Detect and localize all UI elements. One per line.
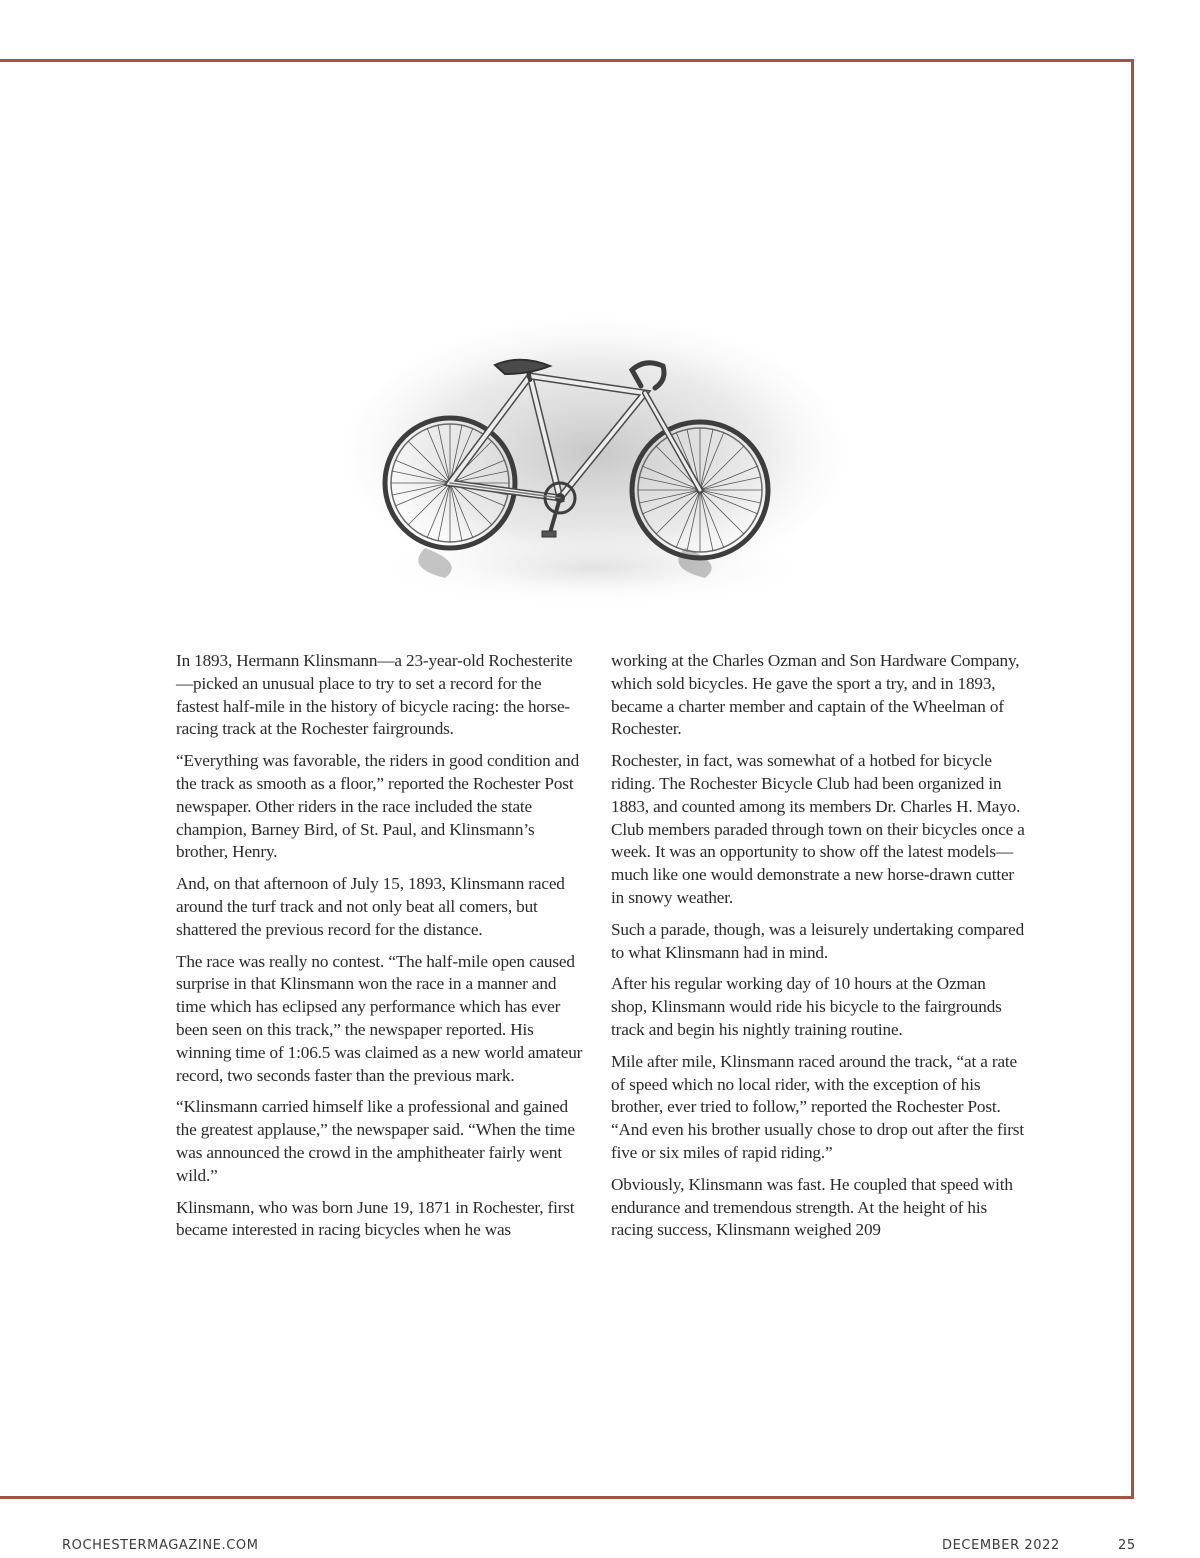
paragraph: In 1893, Hermann Klinsmann—a 23-year-old Rochesterite—picked an unusual place to try to set a record for the fastest half-mile in the history of bicycle racing: the horse-racing track at the Rochester fairgrounds.	[176, 651, 573, 739]
footer-website: ROCHESTERMAGAZINE.COM	[62, 1538, 259, 1553]
footer-page-number: 25	[1118, 1538, 1136, 1553]
paragraph: working at the Charles Ozman and Son Hardware Company, which sold bicycles. He gave the sport a try, and in 1893, became a charter member and captain of the Wheelman of Rochester.	[611, 651, 1020, 739]
paragraph: Such a parade, though, was a leisurely undertaking compared to what Klinsmann had in mind.	[611, 919, 1025, 962]
vintage-bicycle-illustration	[345, 318, 845, 608]
paragraph: “Everything was favorable, the riders in good condition and the track as smooth as a floor,” reported the Rochester Post newspaper. Other riders in the race included the state champion, Barney Bird, of St. Paul, and Klinsmann’s brother, Henry.	[176, 751, 580, 862]
article-column-left	[176, 650, 588, 1251]
paragraph: The race was really no contest. “The half-mile open caused surprise in that Klinsmann won the race in a manner and time which has eclipsed any performance which has ever been seen on this track,” the newspaper reported. His winning time of 1:06.5 was claimed as a new world amateur record, two seconds faster than the previous mark.	[176, 951, 583, 1085]
page-frame-right-rule	[1131, 59, 1134, 1499]
paragraph: Klinsmann, who was born June 19, 1871 in Rochester, first became interested in racing bicycles when he was	[176, 1197, 575, 1240]
paragraph: “Klinsmann carried himself like a professional and gained the greatest applause,” the newspaper said. “When the time was announced the crowd in the amphitheater fairly went wild.”	[176, 1097, 575, 1185]
paragraph: After his regular working day of 10 hours at the Ozman shop, Klinsmann would ride his bicycle to the fairgrounds track and begin his nightly training routine.	[611, 974, 1002, 1039]
page-frame-bottom-rule	[0, 1496, 1134, 1499]
paragraph: Mile after mile, Klinsmann raced around the track, “at a rate of speed which no local rider, with the exception of his brother, ever tried to follow,” reported the Rochester Post. “And even his brother usually chose to drop out after the first five or six miles of rapid riding.”	[611, 1051, 1024, 1162]
paragraph: Rochester, in fact, was somewhat of a hotbed for bicycle riding. The Rochester Bicycle Club had been organized in 1883, and counted among its members Dr. Charles H. Mayo. Club members paraded through town on their bicycles once a week. It was an opportunity to show off the latest models—much like one would demonstrate a new horse-drawn cutter in snowy weather.	[611, 751, 1025, 907]
footer-issue-date: DECEMBER 2022	[942, 1538, 1060, 1553]
page-frame-top-rule	[0, 59, 1134, 62]
paragraph: And, on that afternoon of July 15, 1893, Klinsmann raced around the turf track and not only beat all comers, but shattered the previous record for the distance.	[176, 874, 565, 939]
paragraph: Obviously, Klinsmann was fast. He coupled that speed with endurance and tremendous strength. At the height of his racing success, Klinsmann weighed 209	[611, 1174, 1013, 1240]
article-column-right	[611, 650, 1025, 1251]
